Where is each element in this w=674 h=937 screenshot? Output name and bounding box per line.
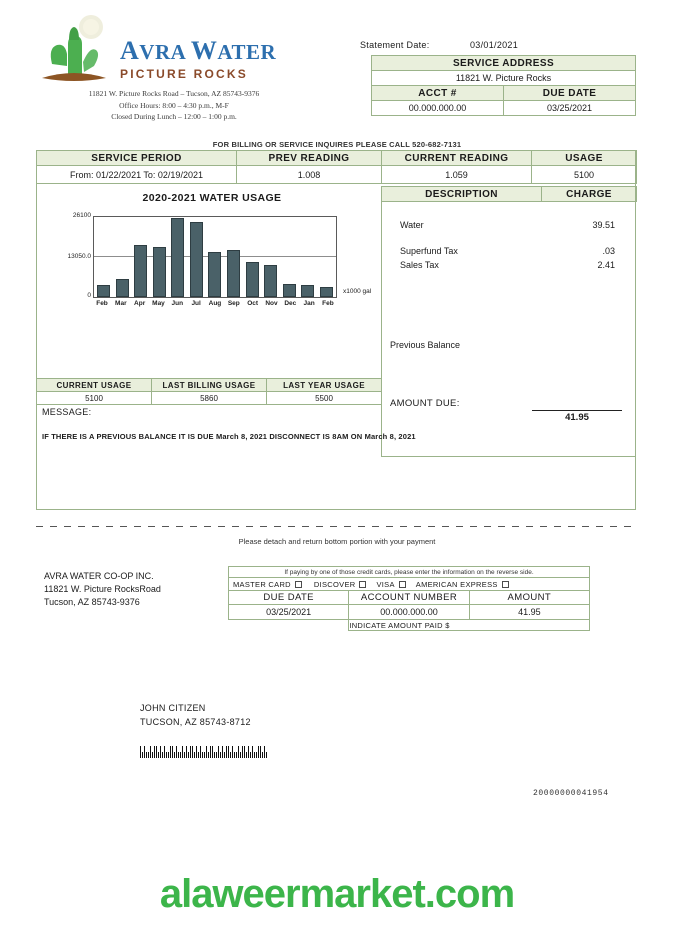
service-period-table <box>36 150 637 184</box>
barcode-bar <box>192 746 193 758</box>
brand-vra: VRA <box>139 40 186 64</box>
cactus-logo-icon <box>38 14 110 84</box>
barcode-bar <box>234 752 235 758</box>
due-date-value: 03/25/2021 <box>504 101 636 116</box>
chart-bar <box>97 285 110 297</box>
barcode-bar <box>150 746 151 758</box>
barcode-bar <box>172 746 173 758</box>
chart-x-label: Aug <box>208 300 222 307</box>
barcode-bar <box>230 752 231 758</box>
barcode-bar <box>248 746 249 758</box>
barcode-bar <box>170 746 171 758</box>
last-year-usage-header: LAST YEAR USAGE <box>267 379 382 392</box>
barcode-bar <box>252 746 253 758</box>
barcode-bar <box>194 752 195 758</box>
statement-date-label: Statement Date: <box>360 40 430 50</box>
usage-header: USAGE <box>532 151 637 166</box>
inquiries-line: FOR BILLING OR SERVICE INQUIRES PLEASE CALL 520-682-7131 <box>212 140 462 149</box>
chart-bar <box>190 222 203 297</box>
site-watermark: alaweermarket.com <box>159 872 515 916</box>
barcode-bar <box>266 752 267 758</box>
stub-due-date-header: DUE DATE <box>229 591 349 605</box>
chart-x-label: Nov <box>265 300 278 307</box>
chart-x-label: Oct <box>247 300 259 307</box>
barcode-bar <box>140 746 141 758</box>
barcode-bar <box>184 752 185 758</box>
barcode-bar <box>160 746 161 758</box>
message-section <box>36 404 636 457</box>
chart-bar <box>246 262 259 297</box>
barcode-bar <box>200 746 201 758</box>
company-office-hours: Office Hours: 8:00 – 4:30 p.m., M-F <box>119 100 229 110</box>
current-usage-header: CURRENT USAGE <box>37 379 152 392</box>
chart-x-label: May <box>152 300 165 307</box>
barcode-bar <box>182 746 183 758</box>
barcode-bar <box>148 752 149 758</box>
statement-date-value: 03/01/2021 <box>470 40 519 50</box>
chart-bars <box>94 217 336 297</box>
barcode-bar <box>220 752 221 758</box>
chart-plot-area <box>93 216 337 298</box>
last-year-usage-value: 5500 <box>267 392 382 405</box>
company-address-line-1: 11821 W. Picture Rocks Road – Tucson, AZ 85743-9376 <box>88 89 260 98</box>
barcode-bar <box>262 752 263 758</box>
reference-number: 20000000041954 <box>533 789 609 798</box>
barcode-bar <box>254 752 255 758</box>
prev-reading-value: 1.008 <box>237 166 382 184</box>
barcode-bar <box>178 752 179 758</box>
chart-bar <box>301 285 314 297</box>
stub-amount-header: AMOUNT <box>469 591 589 605</box>
barcode-bar <box>250 752 251 758</box>
discover-checkbox[interactable] <box>359 581 366 588</box>
barcode-bar <box>142 752 143 758</box>
barcode-bar <box>180 752 181 758</box>
charges-header-table <box>381 186 637 202</box>
barcode-bar <box>216 752 217 758</box>
card-option-discover[interactable] <box>314 580 371 589</box>
card-option-visa[interactable] <box>376 580 409 589</box>
barcode-bar <box>154 746 155 758</box>
stub-account-number-header: ACCOUNT NUMBER <box>349 591 469 605</box>
barcode-bar <box>198 752 199 758</box>
brand-w: W <box>190 36 218 65</box>
barcode-bar <box>176 746 177 758</box>
chart-bar <box>283 284 296 297</box>
barcode-bar <box>222 746 223 758</box>
description-header: DESCRIPTION <box>382 187 542 202</box>
chart-bar <box>153 247 166 297</box>
y-tick-bottom: 0 <box>87 292 91 299</box>
barcode-bar <box>162 752 163 758</box>
chart-bar <box>227 250 240 297</box>
service-address-table <box>371 55 636 116</box>
charge-label: Superfund Tax <box>400 246 458 256</box>
chart-bar <box>134 245 147 297</box>
chart-title: 2020-2021 WATER USAGE <box>142 192 282 204</box>
barcode-bar <box>204 752 205 758</box>
chart-bar <box>116 279 129 297</box>
stub-company-address <box>44 570 161 609</box>
brand-text <box>120 38 276 81</box>
barcode-bar <box>188 752 189 758</box>
barcode-bar <box>186 746 187 758</box>
due-date-header: DUE DATE <box>504 86 636 101</box>
amount-due-label: AMOUNT DUE: <box>390 398 460 409</box>
barcode-bar <box>164 746 165 758</box>
chart-x-label: Mar <box>115 300 127 307</box>
stub-amount-value: 41.95 <box>469 605 589 620</box>
barcode-bar <box>202 752 203 758</box>
brand-a: A <box>120 36 140 65</box>
service-address-value: 11821 W. Picture Rocks <box>372 71 636 86</box>
discover-label: DISCOVER <box>313 579 356 589</box>
mastercard-label: MASTER CARD <box>233 579 291 589</box>
chart-x-label: Jul <box>191 300 201 307</box>
visa-checkbox[interactable] <box>399 581 406 588</box>
prev-reading-header: PREV READING <box>237 151 382 166</box>
barcode-bar <box>152 752 153 758</box>
statement-date <box>360 40 519 50</box>
stub-company-street: 11821 W. Picture RocksRoad <box>44 584 161 595</box>
barcode-bar <box>264 746 265 758</box>
amex-checkbox[interactable] <box>502 581 509 588</box>
postal-barcode <box>140 744 267 758</box>
chart-x-axis-labels <box>93 300 337 307</box>
detach-dashed-line <box>36 526 636 527</box>
chart-x-label: Jan <box>303 300 315 307</box>
barcode-bar <box>166 752 167 758</box>
chart-bar <box>320 287 333 297</box>
chart-bar <box>171 218 184 297</box>
amount-due-value: 41.95 <box>565 412 589 423</box>
service-address-header: SERVICE ADDRESS <box>372 56 636 71</box>
chart-x-label: Jun <box>171 300 184 307</box>
chart-x-label: Feb <box>322 300 334 307</box>
barcode-bar <box>232 746 233 758</box>
usage-value: 5100 <box>532 166 637 184</box>
stub-company-name: AVRA WATER CO-OP INC. <box>44 571 154 581</box>
payment-stub-table <box>228 566 590 631</box>
chart-bar <box>264 265 277 297</box>
chart-x-label: Apr <box>134 300 146 307</box>
message-text: IF THERE IS A PREVIOUS BALANCE IT IS DUE March 8, 2021 DISCONNECT IS 8AM ON March 8, 2021 <box>42 432 416 441</box>
chart-x-label: Dec <box>284 300 297 307</box>
barcode-bar <box>144 746 145 758</box>
message-label: MESSAGE: <box>42 407 92 417</box>
charge-label: Water <box>400 220 424 230</box>
current-usage-value: 5100 <box>37 392 152 405</box>
usage-summary-table <box>36 378 382 405</box>
barcode-bar <box>260 746 261 758</box>
amex-label: AMERICAN EXPRESS <box>415 579 498 589</box>
last-billing-usage-value: 5860 <box>152 392 267 405</box>
brand-subtitle: PICTURE ROCKS <box>120 67 248 81</box>
barcode-bar <box>206 746 207 758</box>
service-period-header: SERVICE PERIOD <box>37 151 237 166</box>
credit-card-options <box>229 578 590 591</box>
charge-amount: .03 <box>602 246 615 256</box>
customer-city-line: TUCSON, AZ 85743-8712 <box>140 716 251 727</box>
barcode-bar <box>244 746 245 758</box>
bill-body <box>36 150 636 510</box>
chart-x-label: Feb <box>96 300 108 307</box>
barcode-bar <box>210 746 211 758</box>
water-usage-chart <box>36 186 381 376</box>
barcode-bar <box>196 746 197 758</box>
charge-amount: 2.41 <box>597 260 615 270</box>
chart-x-label: Sep <box>227 300 240 307</box>
current-reading-value: 1.059 <box>382 166 532 184</box>
barcode-bar <box>214 752 215 758</box>
barcode-bar <box>226 746 227 758</box>
stub-company-city: Tucson, AZ 85743-9376 <box>44 597 140 608</box>
company-address-block <box>38 88 310 123</box>
barcode-bar <box>256 752 257 758</box>
company-lunch-hours: Closed During Lunch – 12:00 – 1:00 p.m. <box>111 112 237 122</box>
current-reading-header: CURRENT READING <box>382 151 532 166</box>
barcode-bar <box>156 746 157 758</box>
barcode-bar <box>258 746 259 758</box>
last-billing-usage-header: LAST BILLING USAGE <box>152 379 267 392</box>
charge-label: Sales Tax <box>400 260 439 270</box>
barcode-bar <box>174 752 175 758</box>
document-header <box>0 0 674 135</box>
barcode-bar <box>224 752 225 758</box>
y-tick-top: 26100 <box>72 212 91 219</box>
barcode-bar <box>242 746 243 758</box>
barcode-bar <box>158 752 159 758</box>
barcode-bar <box>236 752 237 758</box>
card-option-amex[interactable] <box>416 580 513 589</box>
stub-account-number-value: 00.000.000.00 <box>349 605 469 620</box>
card-option-mastercard[interactable] <box>233 580 306 589</box>
barcode-bar <box>238 746 239 758</box>
charge-amount: 39.51 <box>592 220 615 230</box>
customer-name: JOHN CITIZEN <box>140 703 206 713</box>
acct-header: ACCT # <box>372 86 504 101</box>
chart-y-axis <box>47 212 91 299</box>
barcode-bar <box>190 746 191 758</box>
chart-unit-note: x1000 gal <box>343 288 372 295</box>
barcode-bar <box>246 752 247 758</box>
barcode-bar <box>218 746 219 758</box>
visa-label: VISA <box>376 579 395 589</box>
barcode-bar <box>146 752 147 758</box>
chart-bar <box>208 252 221 297</box>
customer-address-block <box>140 702 251 729</box>
detach-note: Please detach and return bottom portion with your payment <box>238 537 436 546</box>
charge-header: CHARGE <box>542 187 637 202</box>
brand-ater: ATER <box>217 40 277 64</box>
previous-balance-label: Previous Balance <box>390 340 461 350</box>
barcode-bar <box>212 746 213 758</box>
y-tick-mid: 13050.0 <box>67 253 91 260</box>
barcode-bar <box>228 746 229 758</box>
mastercard-checkbox[interactable] <box>295 581 302 588</box>
service-period-value: From: 01/22/2021 To: 02/19/2021 <box>37 166 237 184</box>
barcode-bar <box>168 752 169 758</box>
company-logo <box>38 14 308 92</box>
stub-due-date-value: 03/25/2021 <box>229 605 349 620</box>
acct-value: 00.000.000.00 <box>372 101 504 116</box>
barcode-bar <box>240 752 241 758</box>
indicate-amount-paid-field[interactable]: INDICATE AMOUNT PAID $ <box>349 620 590 631</box>
barcode-bar <box>208 752 209 758</box>
credit-card-note: If paying by one of those credit cards, please enter the information on the reverse side. <box>229 567 590 578</box>
